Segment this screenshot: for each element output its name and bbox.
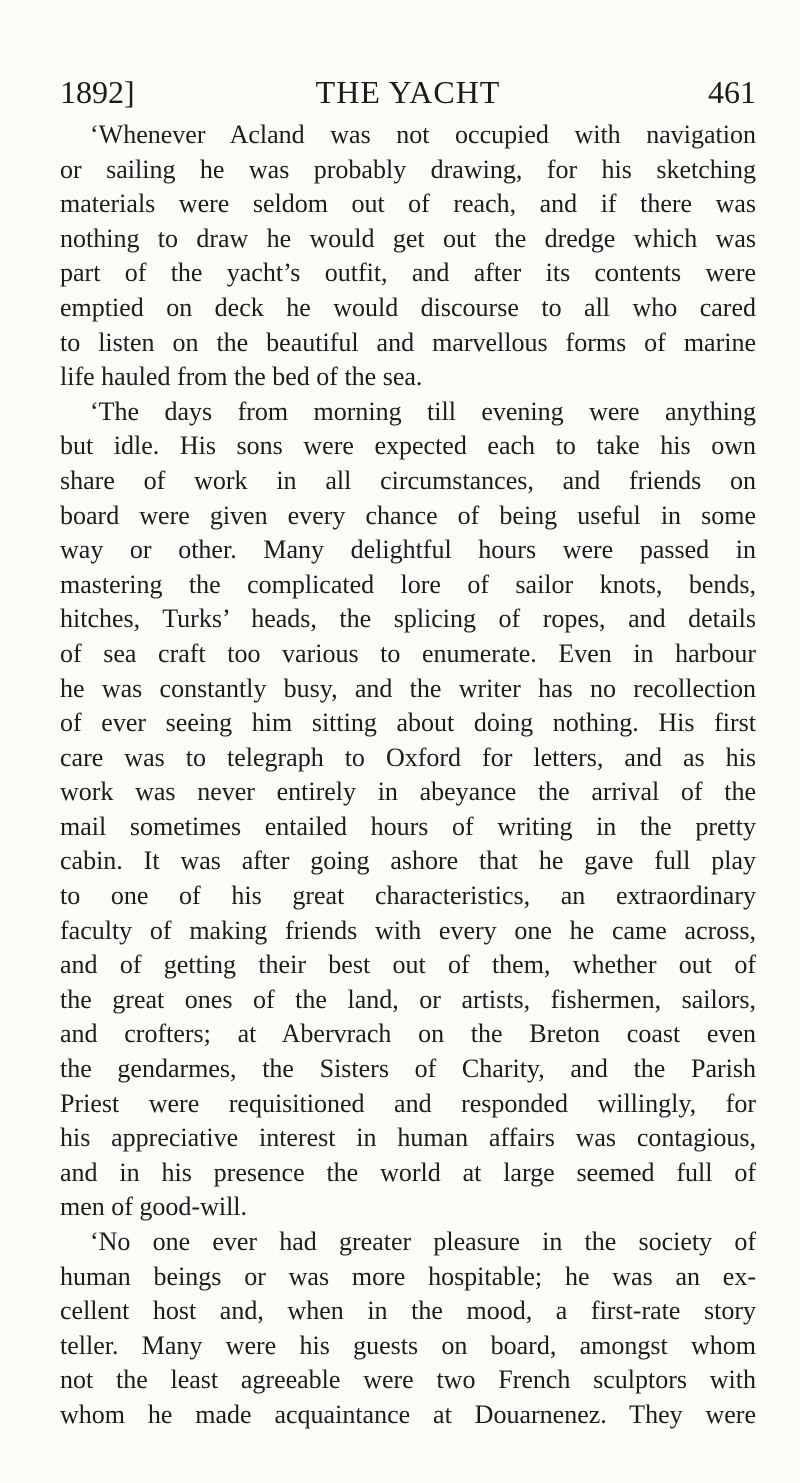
text-line: teller. Many were his guests on board, amongst whom (60, 1330, 756, 1360)
text-line: whom he made acquaintance at Douarnenez. They were (60, 1399, 756, 1429)
text-line: to one of his great characteristics, an extraordinary (60, 881, 756, 911)
text-line: life hauled from the bed of the sea. (60, 362, 423, 392)
text-line: but idle. His sons were expected each to take his own (60, 431, 756, 461)
text-line: the gendarmes, the Sisters of Charity, and the Parish (60, 1054, 756, 1084)
text-line: to listen on the beautiful and marvellous forms of marine (60, 327, 756, 357)
text-line: Priest were requisitioned and responded willingly, for (60, 1088, 756, 1118)
text-line: mastering the complicated lore of sailor knots, bends, (60, 569, 756, 599)
page-number: 461 (708, 74, 756, 110)
text-line: emptied on deck he would discourse to all who cared (60, 292, 756, 322)
text-line: board were given every chance of being useful in some (60, 500, 756, 530)
text-line: care was to telegraph to Oxford for letters, and as his (60, 742, 756, 772)
text-line: his appreciative interest in human affairs was contagious, (60, 1123, 756, 1153)
text-line: materials were seldom out of reach, and if there was (60, 189, 756, 219)
running-head-title: THE YACHT (315, 74, 501, 110)
text-line: cabin. It was after going ashore that he gave full play (60, 846, 756, 876)
text-line: of ever seeing him sitting about doing nothing. His first (60, 708, 756, 738)
text-line: human beings or was more hospitable; he was an ex- (60, 1261, 756, 1291)
text-line: and crofters; at Abervrach on the Breton coast even (60, 1019, 756, 1049)
body-text (60, 118, 756, 1433)
text-line: ‘Whenever Acland was not occupied with navigation (90, 120, 756, 149)
text-line: he was constantly busy, and the writer has no recollection (60, 673, 756, 703)
text-line: part of the yacht’s outfit, and after its contents were (60, 258, 756, 288)
text-line: or sailing he was probably drawing, for his sketching (60, 154, 756, 184)
text-line: of sea craft too various to enumerate. Even in harbour (60, 638, 756, 668)
text-line: faculty of making friends with every one he came across, (60, 915, 756, 945)
text-line: and in his presence the world at large seemed full of (60, 1157, 756, 1187)
text-line: share of work in all circumstances, and friends on (60, 465, 756, 495)
text-line: and of getting their best out of them, whether out of (60, 950, 756, 980)
text-line: nothing to draw he would get out the dredge which was (60, 223, 756, 253)
text-line: men of good-will. (60, 1192, 248, 1222)
text-line: hitches, Turks’ heads, the splicing of ropes, and details (60, 604, 756, 634)
running-head (60, 72, 756, 112)
text-line: ‘The days from morning till evening were anything (90, 396, 756, 426)
text-line: not the least agreeable were two French sculptors with (60, 1365, 756, 1395)
text-line: way or other. Many delightful hours were passed in (60, 535, 756, 565)
running-head-year: 1892] (60, 74, 135, 110)
text-line: cellent host and, when in the mood, a first-rate story (60, 1296, 756, 1326)
text-line: the great ones of the land, or artists, fishermen, sailors, (60, 984, 756, 1014)
text-line: ‘No one ever had greater pleasure in the society of (90, 1227, 756, 1256)
text-line: work was never entirely in abeyance the arrival of the (60, 777, 756, 807)
text-line: mail sometimes entailed hours of writing in the pretty (60, 811, 756, 841)
